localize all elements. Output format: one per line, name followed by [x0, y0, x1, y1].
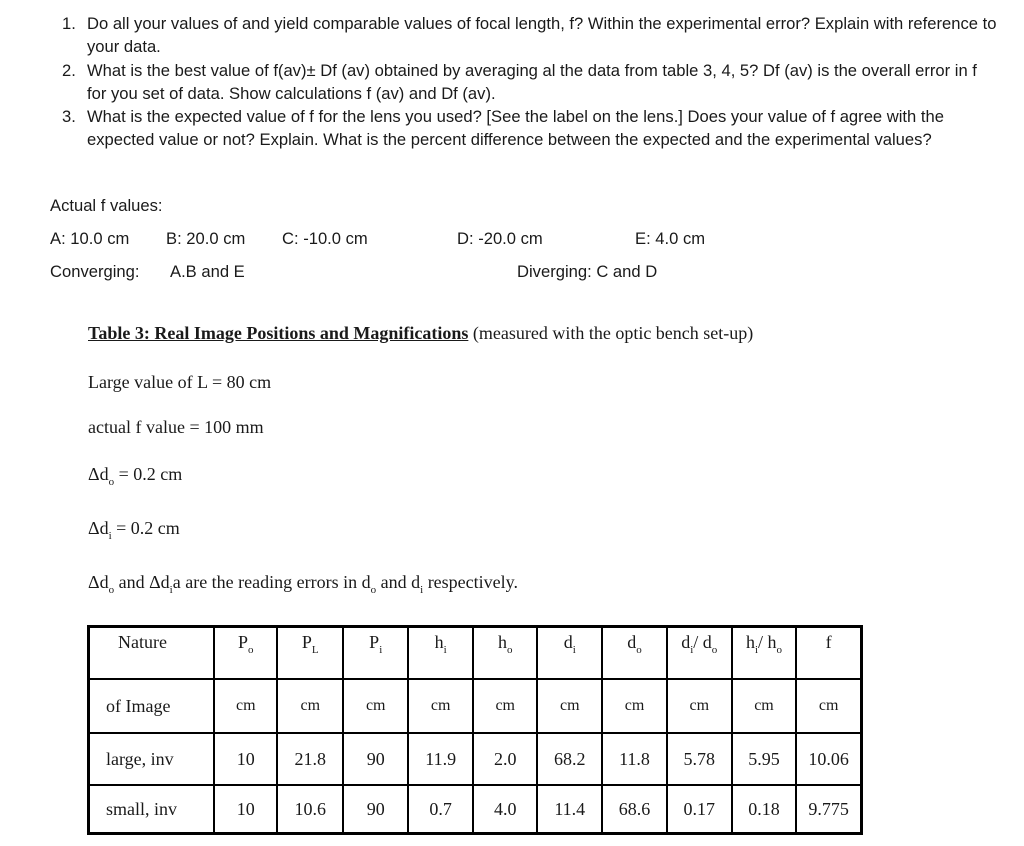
table-cell: 10.6	[277, 785, 343, 834]
question-text: What is the best value of f(av)± Df (av) obtained by averaging al the data from table 3, 4, 5? Df (av) is the overall error in f for you set of data. Show calculations f (av) and Df (av).	[87, 60, 977, 103]
table-cell: 0.7	[408, 785, 473, 834]
table-header-row	[89, 627, 862, 680]
f-value-a: A: 10.0 cm	[50, 229, 130, 248]
units-cell: cm	[796, 679, 861, 733]
question-text: What is the expected value of f for the lens you used? [See the label on the lens.] Does your value of f agree with the expected value or not? Explain. What is the percent difference between the expected and the experimental values?	[87, 107, 944, 150]
header-di: $d_i$	[537, 627, 602, 680]
question-number: 1.	[62, 14, 76, 33]
table-cell: 68.6	[602, 785, 667, 834]
table-cell: 11.8	[602, 733, 667, 785]
units-cell: cm	[214, 679, 277, 733]
units-cell: cm	[667, 679, 732, 733]
question-2	[62, 59, 997, 106]
question-1	[62, 12, 997, 59]
header-hi: $h_i$	[408, 627, 473, 680]
header-di-do: $d_i/$ $d_o$	[667, 627, 732, 680]
table-cell: large, inv	[89, 733, 215, 785]
table-cell: 10.06	[796, 733, 861, 785]
table-cell: 90	[343, 733, 408, 785]
converging-label: Converging:	[50, 262, 140, 281]
header-ho: $h_o$	[473, 627, 537, 680]
header-pl: $P_L$	[277, 627, 343, 680]
table-cell: 0.18	[732, 785, 797, 834]
header-pi: $P_i$	[343, 627, 408, 680]
actual-f-heading: Actual f values:	[50, 196, 163, 215]
converging-value: A.B and E	[170, 262, 245, 281]
header-do: $d_o$	[602, 627, 667, 680]
units-cell: cm	[602, 679, 667, 733]
actual-f-value: actual f value = 100 mm	[88, 417, 264, 437]
table-subtitle: (measured with the optic bench set-up)	[468, 323, 754, 343]
delta-di: $\Delta d_i = 0.2$ cm	[88, 518, 180, 542]
units-cell: cm	[537, 679, 602, 733]
question-number: 2.	[62, 60, 76, 80]
table-cell: 5.95	[732, 733, 797, 785]
table-cell: 21.8	[277, 733, 343, 785]
table-cell: 2.0	[473, 733, 537, 785]
header-po: $P_o$	[214, 627, 277, 680]
units-cell: cm	[732, 679, 797, 733]
header-hi-ho: $h_i/$ $h_o$	[732, 627, 797, 680]
f-value-b: B: 20.0 cm	[166, 229, 246, 248]
question-list	[50, 12, 997, 152]
table-cell: 0.17	[667, 785, 732, 834]
units-cell: cm	[343, 679, 408, 733]
table-title: Table 3: Real Image Positions and Magnifications	[88, 323, 469, 343]
table-row	[89, 785, 862, 834]
table-cell: 90	[343, 785, 408, 834]
question-text: Do all your values of and yield comparable values of focal length, f? Within the experimental error? Explain with reference to your data.	[87, 14, 997, 57]
table-cell: small, inv	[89, 785, 215, 834]
diverging-lenses: Diverging: C and D	[517, 262, 658, 281]
header-nature: Nature	[89, 627, 215, 680]
table-cell: 5.78	[667, 733, 732, 785]
large-L-value: Large value of L = 80 cm	[88, 372, 272, 392]
units-cell: of Image	[89, 679, 215, 733]
delta-do: $\Delta d_o = 0.2$ cm	[88, 464, 183, 488]
f-value-e: E: 4.0 cm	[635, 229, 706, 248]
table-cell: 68.2	[537, 733, 602, 785]
table-cell: 10	[214, 785, 277, 834]
table-caption	[88, 323, 753, 344]
data-table	[87, 625, 863, 835]
f-value-c: C: -10.0 cm	[282, 229, 368, 248]
question-number: 3.	[62, 107, 76, 127]
table-row	[89, 733, 862, 785]
header-f: f	[796, 627, 861, 680]
table-cell: 10	[214, 733, 277, 785]
table-cell: 4.0	[473, 785, 537, 834]
table-cell: 9.775	[796, 785, 861, 834]
reading-errors-note: $\Delta d_o$ and $\Delta d_ia$ are the reading errors in $d_o$ and $d_i$ respectively.	[88, 572, 518, 596]
units-cell: cm	[277, 679, 343, 733]
table-cell: 11.4	[537, 785, 602, 834]
units-cell: cm	[473, 679, 537, 733]
table-cell: 11.9	[408, 733, 473, 785]
table-units-row	[89, 679, 862, 733]
question-3	[62, 105, 997, 152]
units-cell: cm	[408, 679, 473, 733]
f-value-d: D: -20.0 cm	[457, 229, 543, 248]
